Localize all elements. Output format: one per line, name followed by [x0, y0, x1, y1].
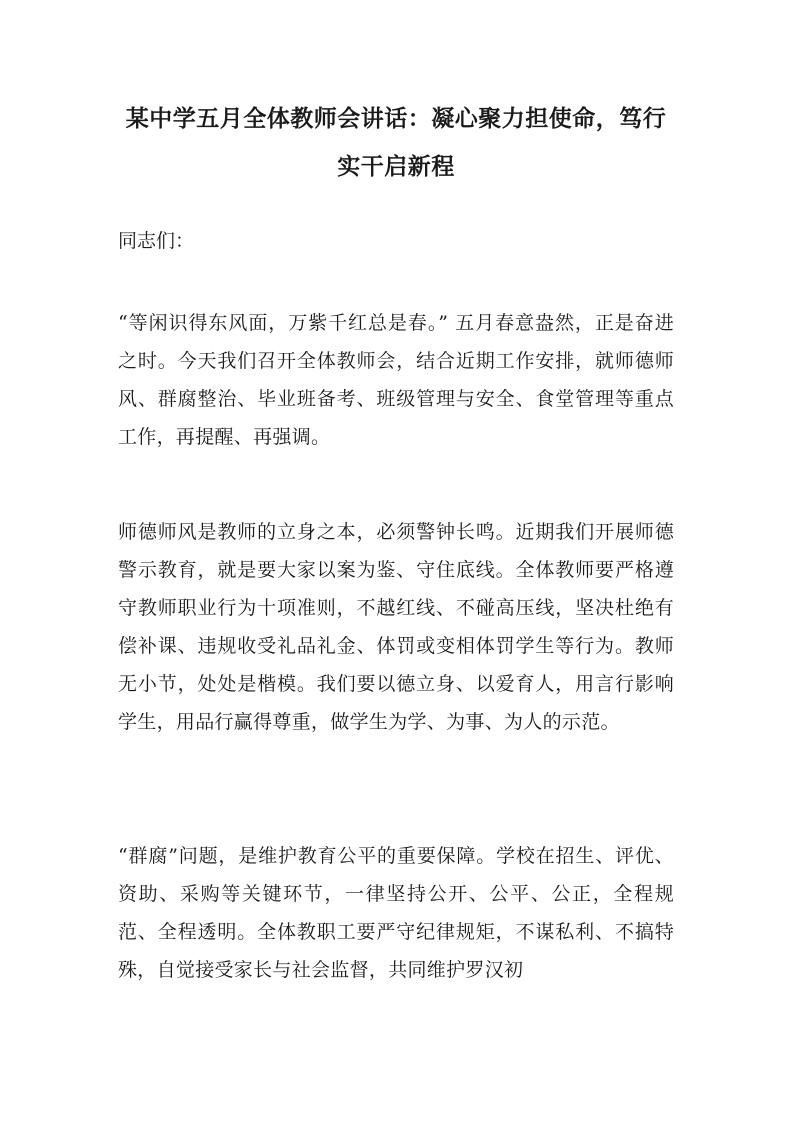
paragraph-opening: “等闲识得东风面，万紫千红总是春。” 五月春意盎然，正是奋进之时。今天我们召开全体教师会，结合近期工作安排，就师德师风、群腐整治、毕业班备考、班级管理与安全、食堂管理等重点工作，再提醒、再强调。	[118, 312, 674, 448]
salutation: 同志们：	[118, 230, 195, 252]
paragraph-anti-corruption: “群腐”问题，是维护教育公平的重要保障。学校在招生、评优、资助、采购等关键环节，一律坚持公开、公平、公正，全程规范、全程透明。全体教职工要严守纪律规矩，不谋私利、不搞特殊，自觉接受家长与社会监督，共同维护罗汉初	[118, 845, 674, 981]
paragraph-teacher-ethics: 师德师风是教师的立身之本，必须警钟长鸣。近期我们开展师德警示教育，就是要大家以案为鉴、守住底线。全体教师要严格遵守教师职业行为十项准则，不越红线、不碰高压线，坚决杜绝有偿补课、违规收受礼品礼金、体罚或变相体罚学生等行为。教师无小节，处处是楷模。我们要以德立身、以爱育人，用言行影响学生，用品行赢得尊重，做学生为学、为事、为人的示范。	[118, 521, 674, 733]
document-title: 某中学五月全体教师会讲话：凝心聚力担使命，笃行实干启新程	[125, 105, 667, 180]
